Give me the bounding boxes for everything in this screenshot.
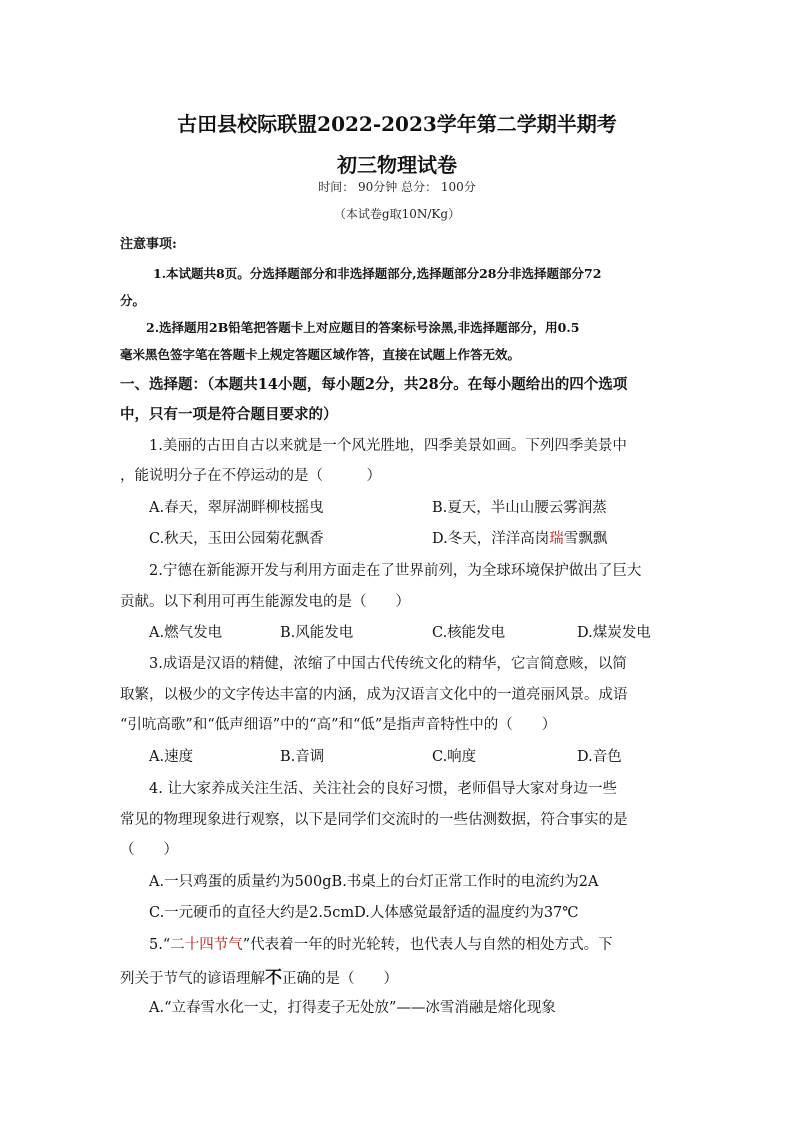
question-2-option-d: D.煤炭发电: [577, 625, 651, 641]
exam-title: 古田县校际联盟2022-2023学年第二学期半期考: [177, 112, 617, 136]
notice-item-2-cont: 毫米黑色签字笔在答题卡上规定答题区域作答，直接在试题上作答无效。: [120, 347, 521, 362]
section-1-heading-cont: 中，只有一项是符合题目要求的）: [120, 406, 338, 423]
question-5-stem-text: 5.“: [149, 937, 171, 953]
question-3-option-d: D.音色: [577, 749, 622, 765]
question-1-option-c: C.秋天，玉田公园菊花飘香: [149, 531, 324, 547]
question-5-stem-cont: [120, 963, 398, 988]
question-1-stem: 1.美丽的古田自古以来就是一个风光胜地，四季美景如画。下列四季美景中: [149, 438, 627, 454]
question-5-stem: [149, 933, 613, 954]
question-5-stem-text-end: ”代表着一年的时光轮转，也代表人与自然的相处方式。下: [242, 937, 613, 953]
question-3-option-a: A.速度: [149, 749, 194, 765]
question-1-option-d-text: D.冬天，洋洋高岗: [432, 531, 550, 547]
question-1-stem-cont: ，能说明分子在不停运动的是（ ）: [120, 468, 381, 484]
question-5-stem-cont-end: 正确的是（ ）: [282, 971, 398, 987]
question-3-stem-cont-2: “引吭高歌”和“低声细语”中的“高”和“低”是指声音特性中的（ ）: [120, 717, 557, 733]
notice-heading: 注意事项:: [120, 237, 177, 252]
question-5-stem-cont-text: 列关于节气的谚语理解: [120, 971, 265, 987]
question-4-stem-cont-2: （ ）: [120, 842, 178, 858]
question-1-option-d: [432, 527, 607, 548]
question-3-option-c: C.响度: [432, 749, 477, 765]
question-1-option-a: A.春天，翠屏湖畔柳枝摇曳: [149, 500, 324, 516]
question-3-option-b: B.音调: [280, 749, 325, 765]
notice-item-2: 2.选择题用2B铅笔把答题卡上对应题目的答案标号涂黑,非选择题部分，用0.5: [146, 320, 580, 335]
question-5-emphasis: 不: [265, 968, 282, 988]
question-3-stem-cont: 取繁，以极少的文字传达丰富的内涵，成为汉语言文化中的一道亮丽风景。成语: [120, 687, 628, 703]
question-2-option-a: A.燃气发电: [149, 625, 223, 641]
exam-g-note: （本试卷g取10N/Kg）: [333, 207, 461, 221]
question-4-stem-cont: 常见的物理现象进行观察，以下是同学们交流时的一些估测数据，符合事实的是: [120, 812, 628, 828]
section-1-heading: 一、选择题：（本题共14小题，每小题2分，共28分。在每小题给出的四个选项: [120, 376, 628, 393]
question-2-option-c: C.核能发电: [432, 625, 506, 641]
question-4-options-ab: A.一只鸡蛋的质量约为500gB.书桌上的台灯正常工作时的电流约为2A: [149, 874, 599, 890]
question-4-stem: 4. 让大家养成关注生活、关注社会的良好习惯，老师倡导大家对身边一些: [149, 781, 617, 797]
question-4-options-cd: C.一元硬币的直径大约是2.5cmD.人体感觉最舒适的温度约为37℃: [149, 905, 579, 921]
exam-subtitle: 初三物理试卷: [337, 153, 457, 177]
question-2-stem-cont: 贡献。以下利用可再生能源发电的是（ ）: [120, 594, 410, 610]
question-1-option-d-text-end: 雪飘飘: [563, 531, 608, 547]
question-2-option-b: B.风能发电: [280, 625, 354, 641]
question-1-option-d-highlight: 瑞: [549, 531, 564, 547]
question-5-option-a: A.“立春雪水化一丈，打得麦子无处放”——冰雪消融是熔化现象: [149, 1000, 556, 1016]
notice-item-1: 1.本试题共8页。分选择题部分和非选择题部分,选择题部分28分非选择题部分72: [153, 266, 602, 281]
question-5-highlight: 二十四节气: [170, 937, 243, 953]
exam-time-info: 时间： 90分钟 总分： 100分: [318, 180, 476, 194]
question-1-option-b: B.夏天，半山山腰云雾润蒸: [432, 500, 607, 516]
notice-item-1-cont: 分。: [120, 293, 146, 308]
question-3-stem: 3.成语是汉语的精健，浓缩了中国古代传统文化的精华，它言简意赅，以简: [149, 656, 627, 672]
question-2-stem: 2.宁德在新能源开发与利用方面走在了世界前列，为全球环境保护做出了巨大: [149, 563, 642, 579]
